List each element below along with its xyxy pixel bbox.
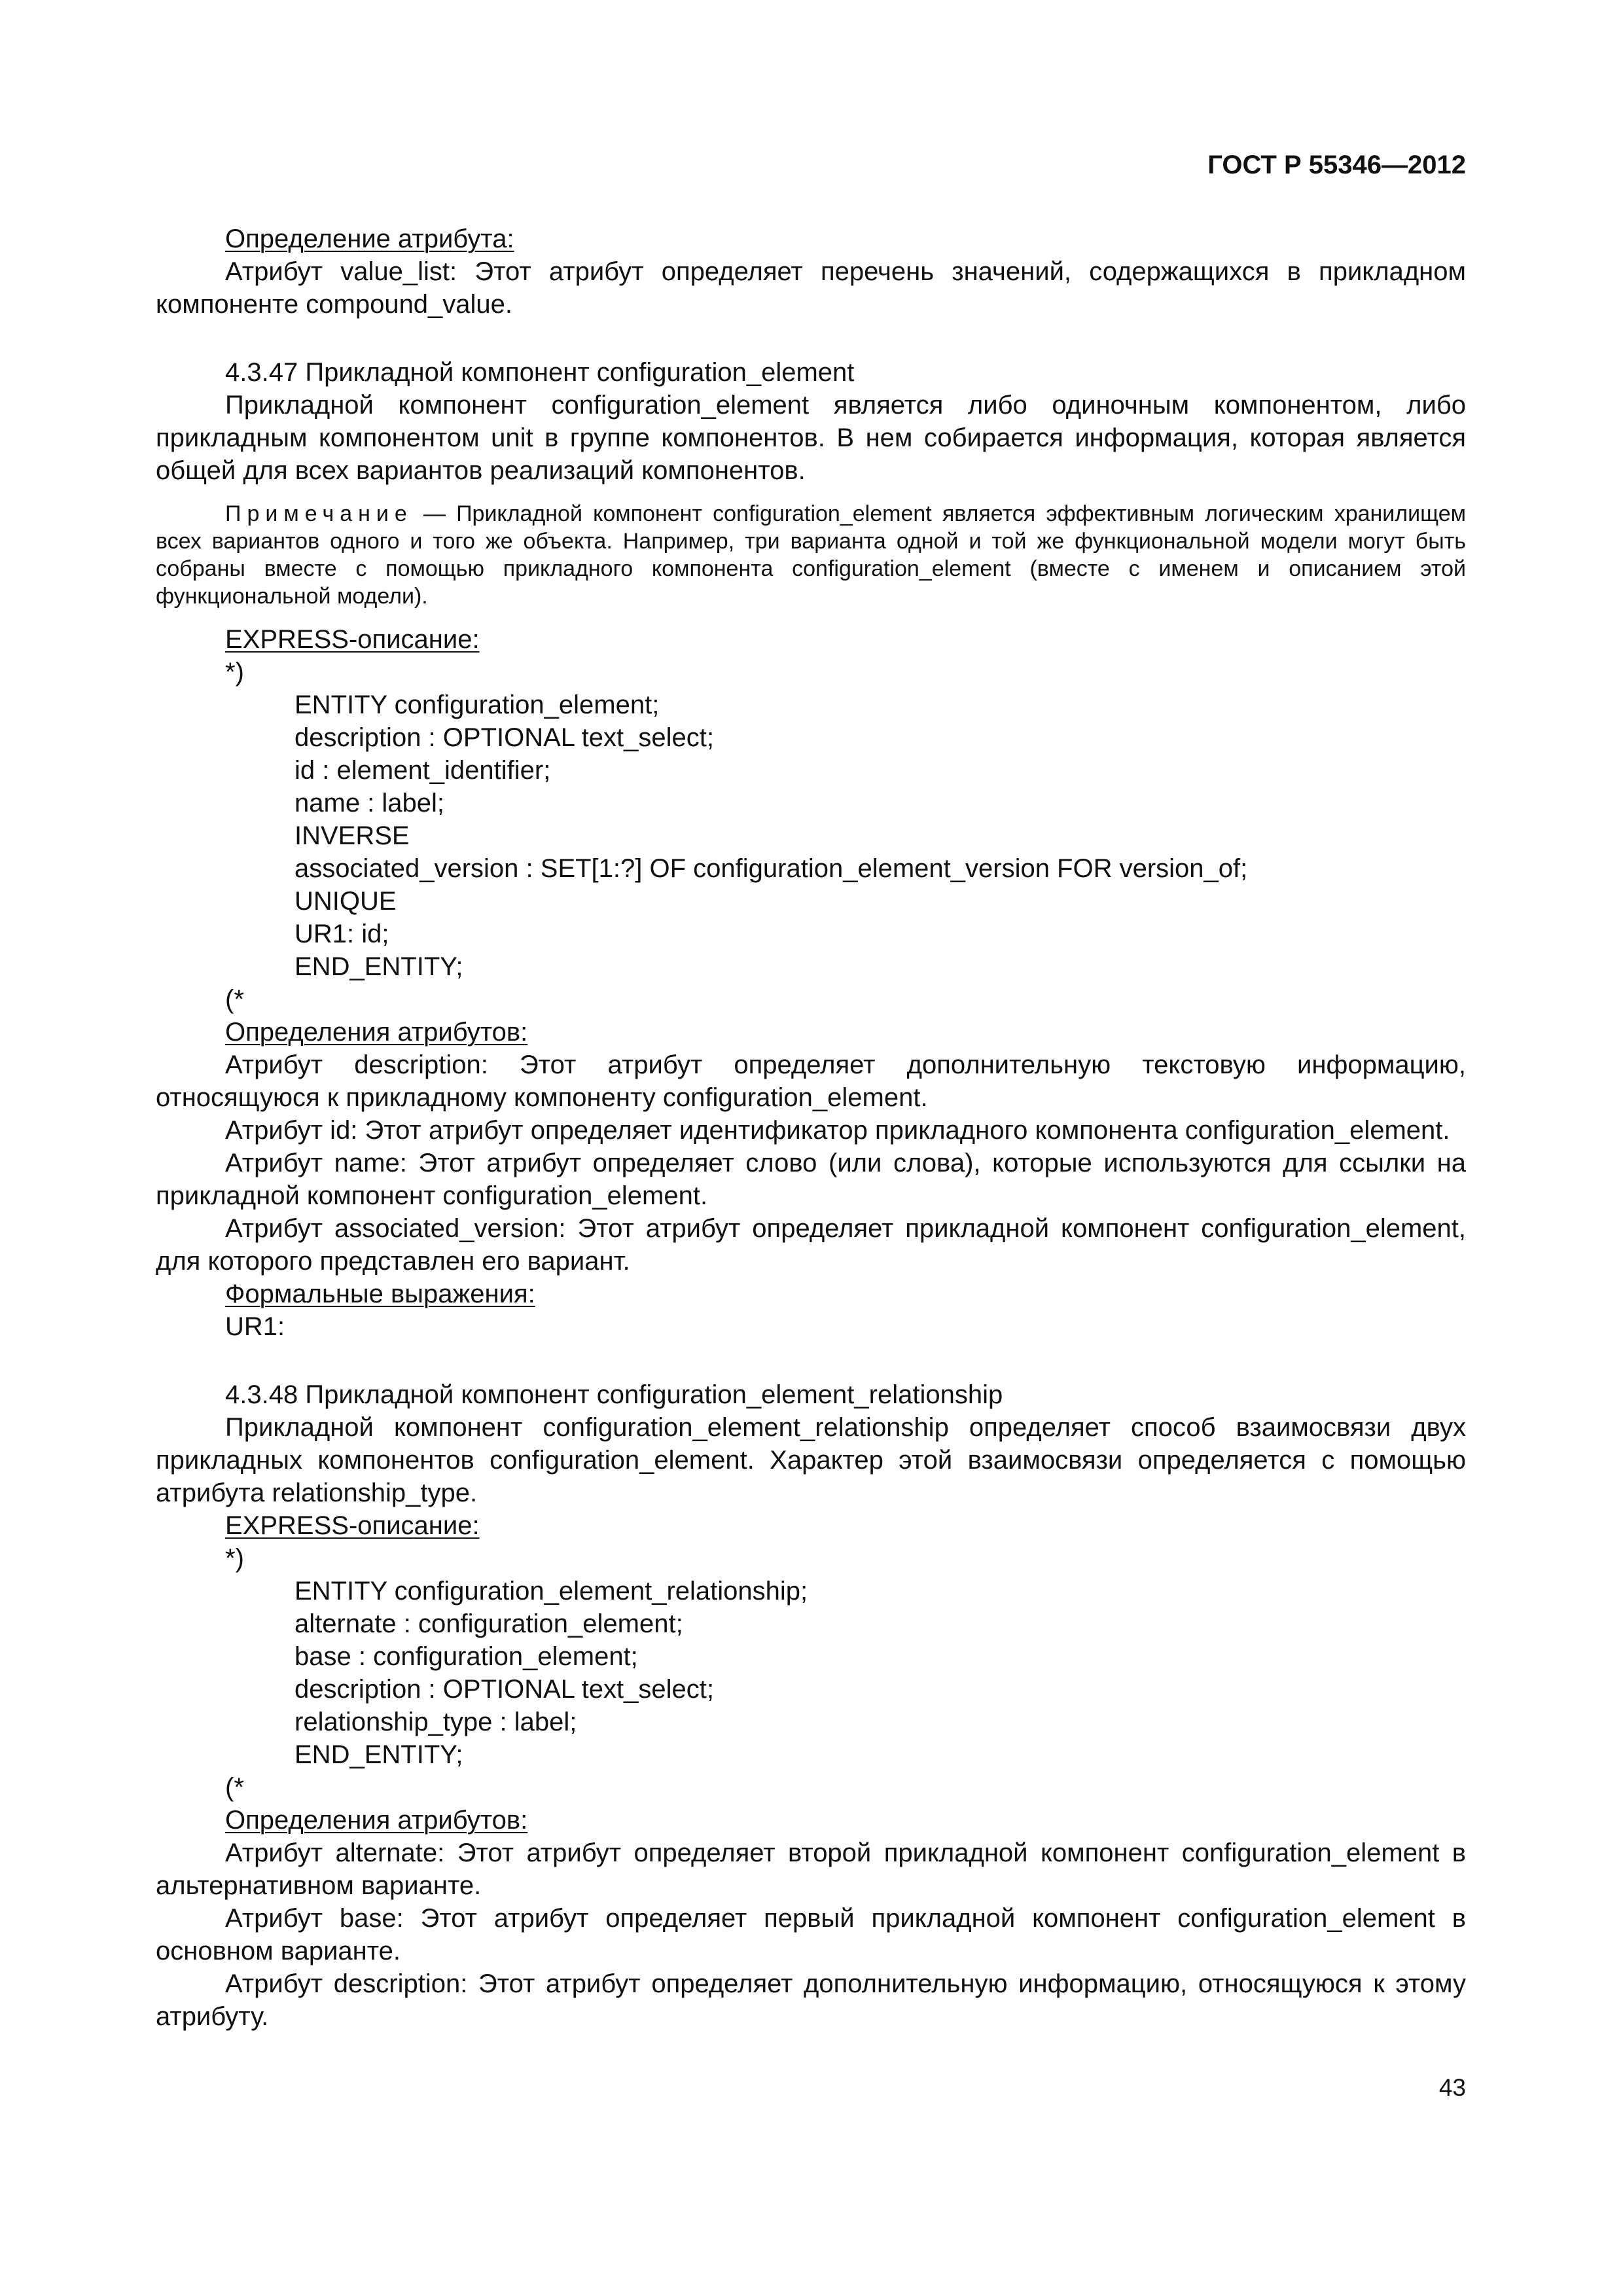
express-line: END_ENTITY; [294,952,463,981]
express-line: UR1: id; [294,920,389,948]
express-close-marker: (* [225,1773,244,1802]
express-heading: EXPRESS-описание: [225,625,480,654]
attr-description-def: Атрибут description: Этот атрибут определяет дополнительную информацию, относящуюся к этому атрибуту. [156,1969,1466,2031]
express-line: base : configuration_element; [294,1642,638,1671]
note-label: Примечание [225,501,413,526]
note-paragraph [156,500,1466,610]
note-text: — Прикладной компонент configuration_element является эффективным логическим хранилищем всех вариантов одного и того же объекта. Например, три варианта одной и той же функциональной модели могут быть собраны вместе с помощью прикладного компонента configuration_element (вместе с именем и описанием этой функциональной модели). [156,501,1466,609]
attr-id-def: Атрибут id: Этот атрибут определяет идентификатор прикладного компонента configuration_element. [225,1116,1450,1145]
express-line: END_ENTITY; [294,1740,463,1769]
attribute-definitions-heading: Определения атрибутов: [225,1806,528,1835]
express-line: description : OPTIONAL text_select; [294,1675,714,1704]
express-line: alternate : configuration_element; [294,1609,683,1638]
express-line: description : OPTIONAL text_select; [294,723,714,752]
express-line: ENTITY configuration_element; [294,691,660,719]
section-4-3-47-intro: Прикладной компонент configuration_element является либо одиночным компонентом, либо прикладным компонентом unit в группе компонентов. В нем собирается информация, которая является общей для всех вариантов реализаций компонентов. [156,391,1466,485]
express-line: id : element_identifier; [294,756,551,785]
section-4-3-47-title: 4.3.47 Прикладной компонент configuration_element [225,358,855,387]
express-line: name : label; [294,789,445,817]
definition-heading: Определение атрибута: [225,224,514,253]
express-heading: EXPRESS-описание: [225,1511,480,1540]
express-open-marker: *) [225,658,244,687]
express-line: associated_version : SET[1:?] OF configuration_element_version FOR version_of; [294,854,1248,883]
page-number: 43 [1438,2074,1466,2101]
attr-base-def: Атрибут base: Этот атрибут определяет первый прикладной компонент configuration_element в основном варианте. [156,1904,1466,1965]
definition-value-list: Атрибут value_list: Этот атрибут определяет перечень значений, содержащихся в прикладном компоненте compound_value. [156,257,1466,319]
attribute-definitions-heading: Определения атрибутов: [225,1018,528,1047]
standard-designation: ГОСТ Р 55346—2012 [1207,151,1466,179]
formal-ur1: UR1: [225,1312,285,1341]
attr-alternate-def: Атрибут alternate: Этот атрибут определяет второй прикладной компонент configuration_element в альтернативном варианте. [156,1839,1466,1900]
section-4-3-48-title: 4.3.48 Прикладной компонент configuration_element_relationship [225,1380,1003,1409]
express-close-marker: (* [225,985,244,1014]
formal-expressions-heading: Формальные выражения: [225,1280,535,1308]
express-line: relationship_type : label; [294,1708,577,1736]
express-line: ENTITY configuration_element_relationship; [294,1577,808,1605]
express-line: INVERSE [294,821,410,850]
attr-name-def: Атрибут name: Этот атрибут определяет слово (или слова), которые используются для ссылки на прикладной компонент configuration_element. [156,1149,1466,1210]
express-line: UNIQUE [294,887,397,916]
express-open-marker: *) [225,1544,244,1573]
attr-description-def: Атрибут description: Этот атрибут определяет дополнительную текстовую информацию, относящуюся к прикладному компоненту configuration_element. [156,1050,1466,1112]
attr-associated-version-def: Атрибут associated_version: Этот атрибут определяет прикладной компонент configuration_element, для которого представлен его вариант. [156,1214,1466,1276]
page-body [156,0,1466,2033]
section-4-3-48-intro: Прикладной компонент configuration_element_relationship определяет способ взаимосвязи двух прикладных компонентов configuration_element. Характер этой взаимосвязи определяется с помощью атрибута relationship_type. [156,1413,1466,1507]
